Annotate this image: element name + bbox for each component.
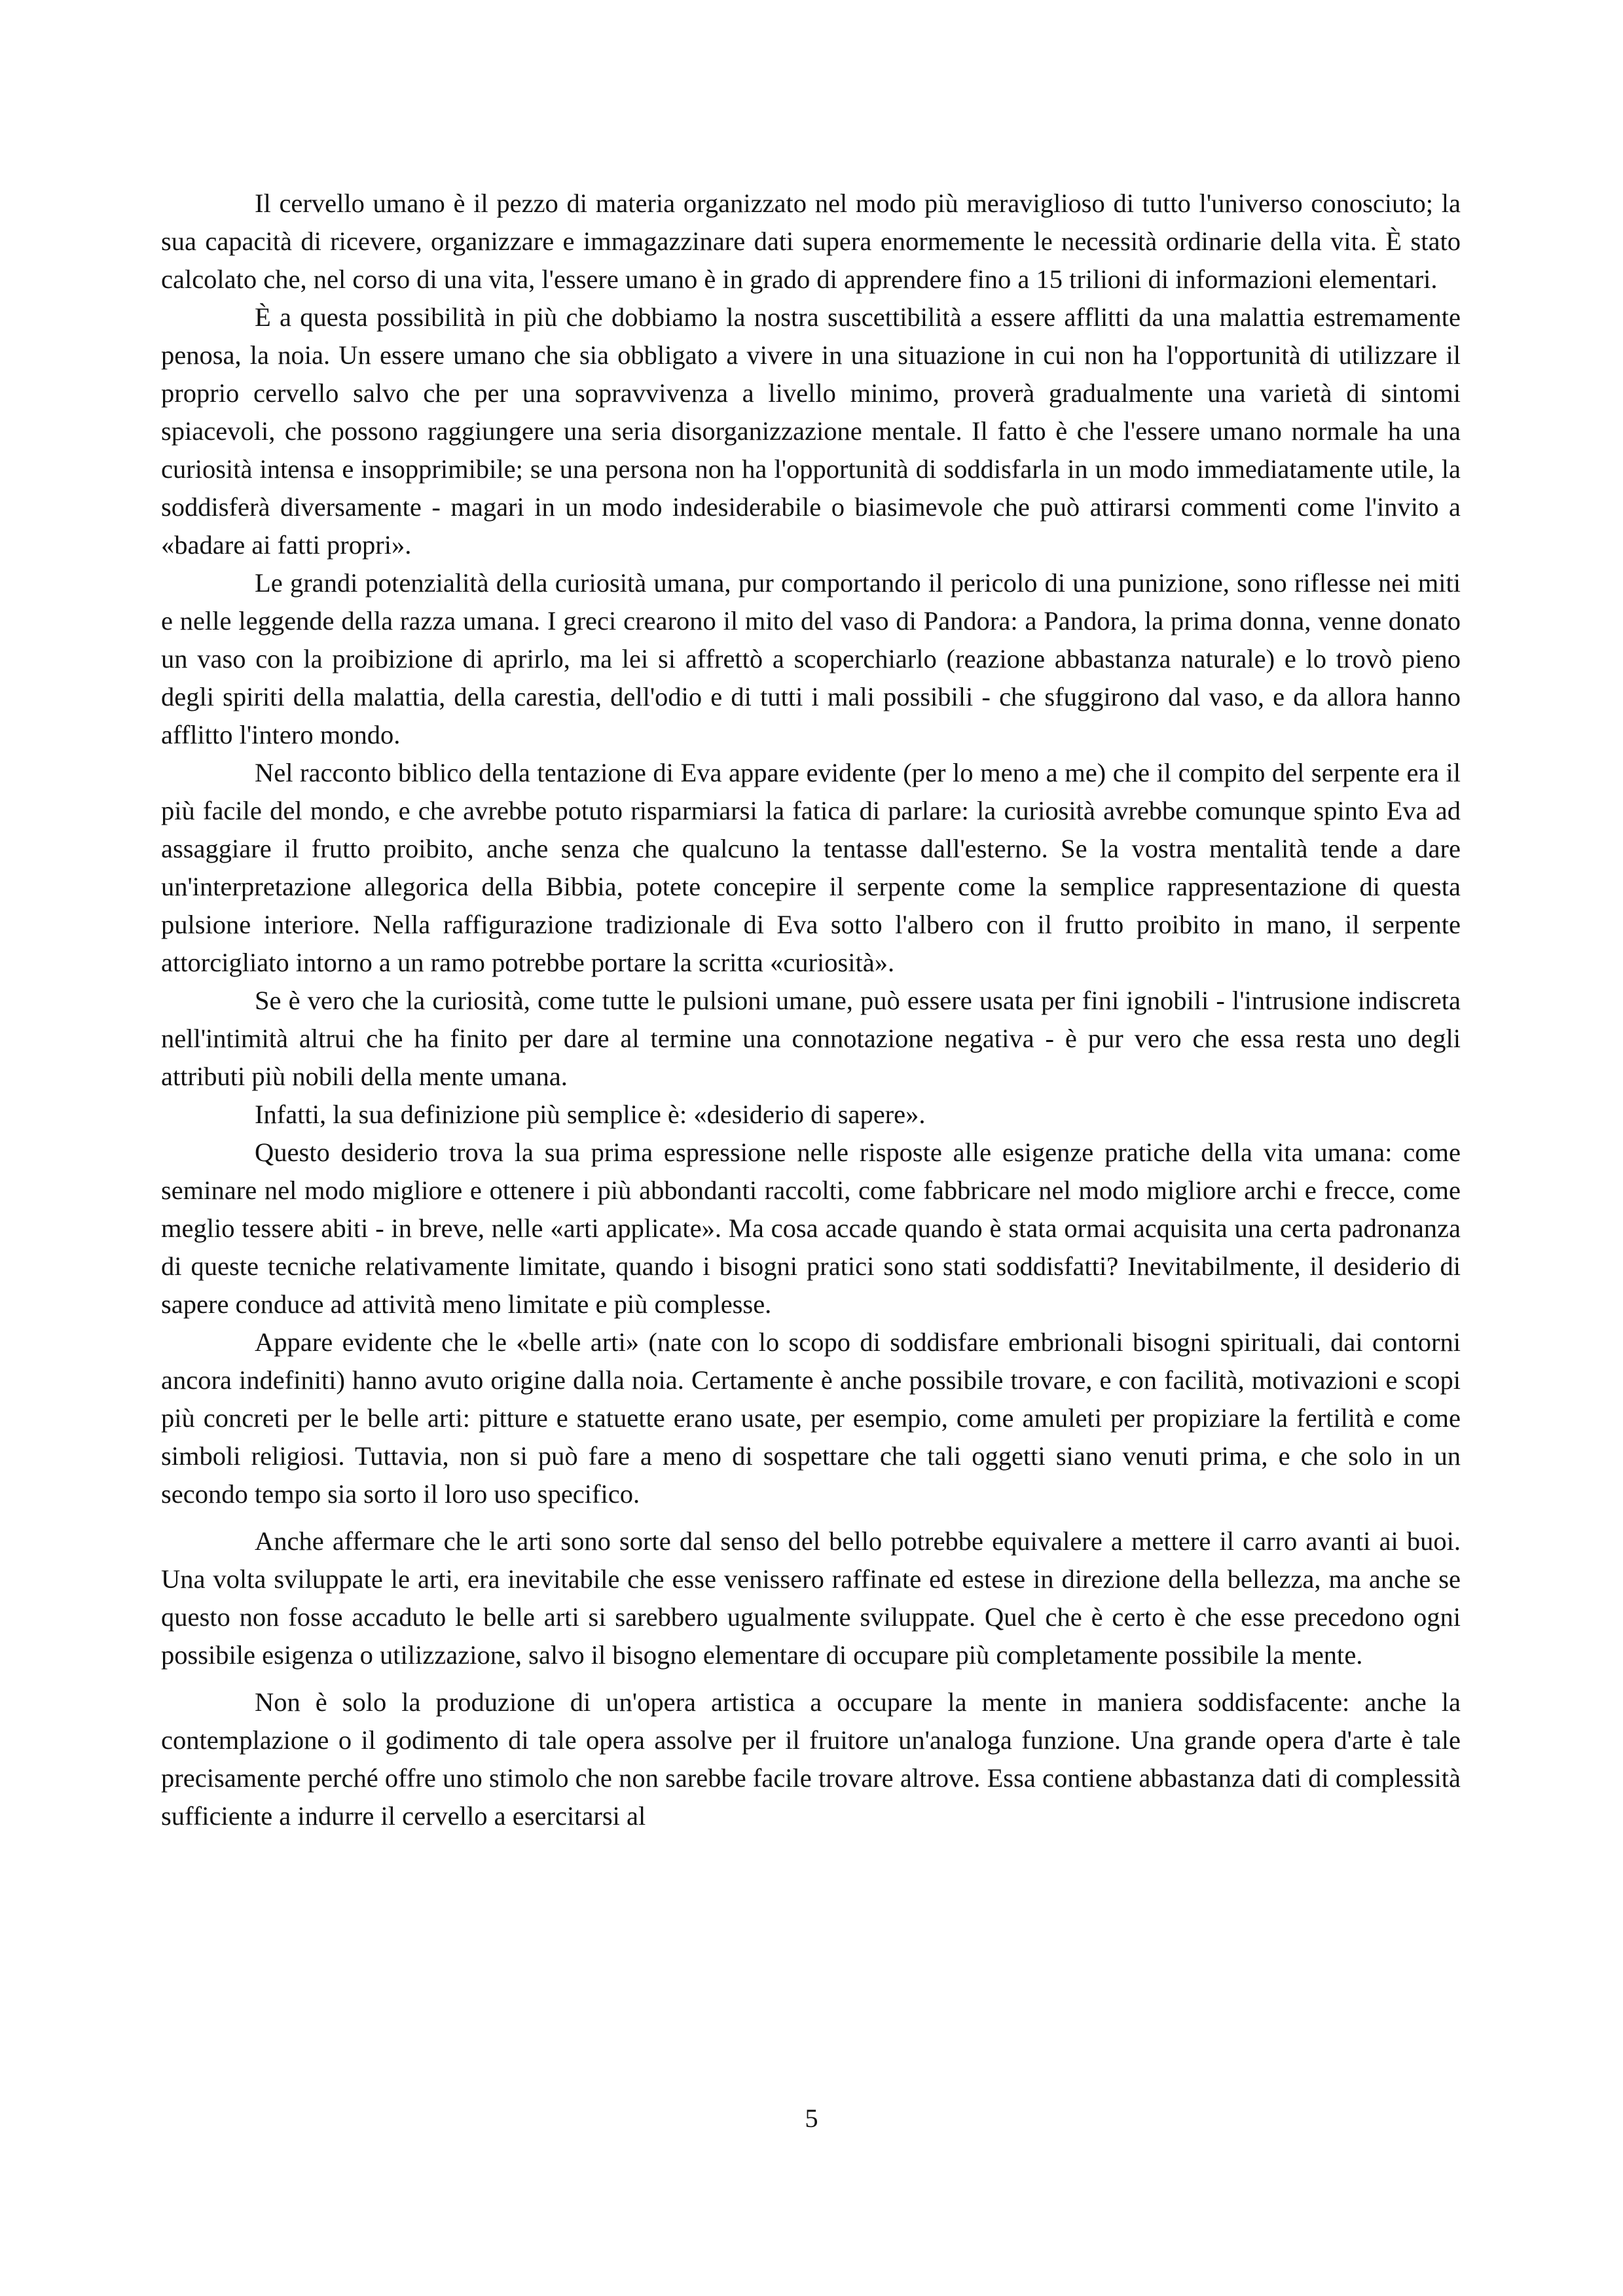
paragraph-9: Anche affermare che le arti sono sorte dal senso del bello potrebbe equivalere a mettere il carro avanti ai buoi. Una volta sviluppate le arti, era inevitabile che esse venissero raffinate ed estese in direzione della bellezza, ma anche se questo non fosse accaduto le belle arti si sarebbero ugualmente sviluppate. Quel che è certo è che esse precedono ogni possibile esigenza o utilizzazione, salvo il bisogno elementare di occupare più completamente possibile la mente. [161,1526,1461,1670]
paragraph-5: Se è vero che la curiosità, come tutte le pulsioni umane, può essere usata per fini ignobili - l'intrusione indiscreta nell'intimità altrui che ha finito per dare al termine una connotazione negativa - è pur vero che essa resta uno degli attributi più nobili della mente umana. [161,986,1461,1091]
paragraph-3: Le grandi potenzialità della curiosità umana, pur comportando il pericolo di una punizione, sono riflesse nei miti e nelle leggende della razza umana. I greci crearono il mito del vaso di Pandora: a Pandora, la prima donna, venne donato un vaso con la proibizione di aprirlo, ma lei si affrettò a scoperchiarlo (reazione abbastanza naturale) e lo trovò pieno degli spiriti della malattia, della carestia, dell'odio e di tutti i mali possibili - che sfuggirono dal vaso, e da allora hanno afflitto l'intero mondo. [161,568,1461,749]
paragraph-1: Il cervello umano è il pezzo di materia organizzato nel modo più meraviglioso di tutto l'universo conosciuto; la sua capacità di ricevere, organizzare e immagazzinare dati supera enormemente le necessità ordinarie della vita. È stato calcolato che, nel corso di una vita, l'essere umano è in grado di apprendere fino a 15 trilioni di informazioni elementari. [161,188,1461,294]
paragraph-4: Nel racconto biblico della tentazione di Eva appare evidente (per lo meno a me) che il compito del serpente era il più facile del mondo, e che avrebbe potuto risparmiarsi la fatica di parlare: la curiosità avrebbe comunque spinto Eva ad assaggiare il frutto proibito, anche senza che qualcuno la tentasse dall'esterno. Se la vostra mentalità tende a dare un'interpretazione allegorica della Bibbia, potete concepire il serpente come la semplice rappresentazione di questa pulsione interiore. Nella raffigurazione tradizionale di Eva sotto l'albero con il frutto proibito in mano, il serpente attorcigliato intorno a un ramo potrebbe portare la scritta «curiosità». [161,758,1461,977]
body-text [161,185,1461,1835]
page-number: 5 [805,2104,818,2133]
paragraph-8: Appare evidente che le «belle arti» (nate con lo scopo di soddisfare embrionali bisogni spirituali, dai contorni ancora indefiniti) hanno avuto origine dalla noia. Certamente è anche possibile trovare, e con facilità, motivazioni e scopi più concreti per le belle arti: pitture e statuette erano usate, per esempio, come amuleti per propiziare la fertilità e come simboli religiosi. Tuttavia, non si può fare a meno di sospettare che tali oggetti siano venuti prima, e che solo in un secondo tempo sia sorto il loro uso specifico. [161,1327,1461,1509]
paragraph-10: Non è solo la produzione di un'opera artistica a occupare la mente in maniera soddisfacente: anche la contemplazione o il godimento di tale opera assolve per il fruitore un'analoga funzione. Una grande opera d'arte è tale precisamente perché offre uno stimolo che non sarebbe facile trovare altrove. Essa contiene abbastanza dati di complessità sufficiente a indurre il cervello a esercitarsi al [161,1687,1461,1831]
paragraph-7: Questo desiderio trova la sua prima espressione nelle risposte alle esigenze pratiche della vita umana: come seminare nel modo migliore e ottenere i più abbondanti raccolti, come fabbricare nel modo migliore archi e frecce, come meglio tessere abiti - in breve, nelle «arti applicate». Ma cosa accade quando è stata ormai acquisita una certa padronanza di queste tecniche relativamente limitate, quando i bisogni pratici sono stati soddisfatti? Inevitabilmente, il desiderio di sapere conduce ad attività meno limitate e più complesse. [161,1138,1461,1319]
paragraph-2: È a questa possibilità in più che dobbiamo la nostra suscettibilità a essere afflitti da una malattia estremamente penosa, la noia. Un essere umano che sia obbligato a vivere in una situazione in cui non ha l'opportunità di utilizzare il proprio cervello salvo che per una sopravvivenza a livello minimo, proverà gradualmente una varietà di sintomi spiacevoli, che possono raggiungere una seria disorganizzazione mentale. Il fatto è che l'essere umano normale ha una curiosità intensa e insopprimibile; se una persona non ha l'opportunità di soddisfarla in un modo immediatamente utile, la soddisferà diversamente - magari in un modo indesiderabile o biasimevole che può attirarsi commenti come l'invito a «badare ai fatti propri». [161,302,1461,560]
paragraph-6: Infatti, la sua definizione più semplice è: «desiderio di sapere». [255,1100,926,1129]
